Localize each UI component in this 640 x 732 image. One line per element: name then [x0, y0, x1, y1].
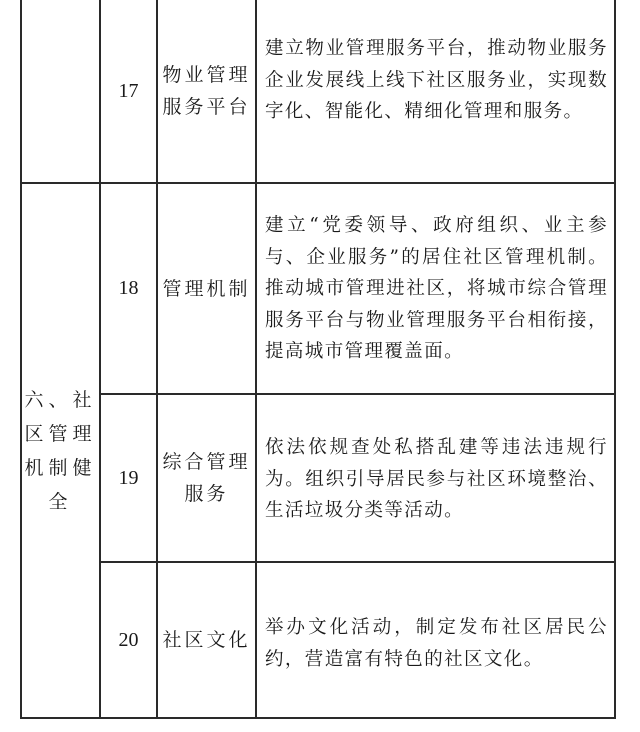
row-19-description: 依法依规查处私搭乱建等违法违规行为。组织引导居民参与社区环境整治、生活垃圾分类等活动。 [265, 437, 608, 521]
row-17-number: 17 [118, 79, 139, 102]
row-20-number: 20 [118, 628, 139, 651]
category-cell: 六、社 区管理 机制健 全 [24, 388, 97, 513]
row-20-name: 社区文化 [162, 629, 251, 651]
table-border-bottom [20, 717, 616, 719]
row-18-number: 18 [118, 277, 139, 299]
table-border-right [614, 0, 616, 718]
row-17-description: 建立物业管理服务平台，推动物业服务企业发展线上线下社区服务业，实现数字化、智能化、精细化管理和服务。 [265, 38, 608, 122]
row-17-name: 物业管理 服务平台 [162, 64, 251, 118]
row-18-description: 建立“党委领导、政府组织、业主参与、企业服务”的居住社区管理机制。推动城市管理进社区，将城市综合管理服务平台与物业管理服务平台相衔接，提高城市管理覆盖面。 [265, 215, 608, 362]
row-19-number: 19 [118, 466, 139, 489]
row-18-name: 管理机制 [162, 277, 251, 300]
row-19-name: 综合管理 服务 [162, 451, 251, 505]
row-20-description: 举办文化活动，制定发布社区居民公约，营造富有特色的社区文化。 [265, 617, 608, 670]
